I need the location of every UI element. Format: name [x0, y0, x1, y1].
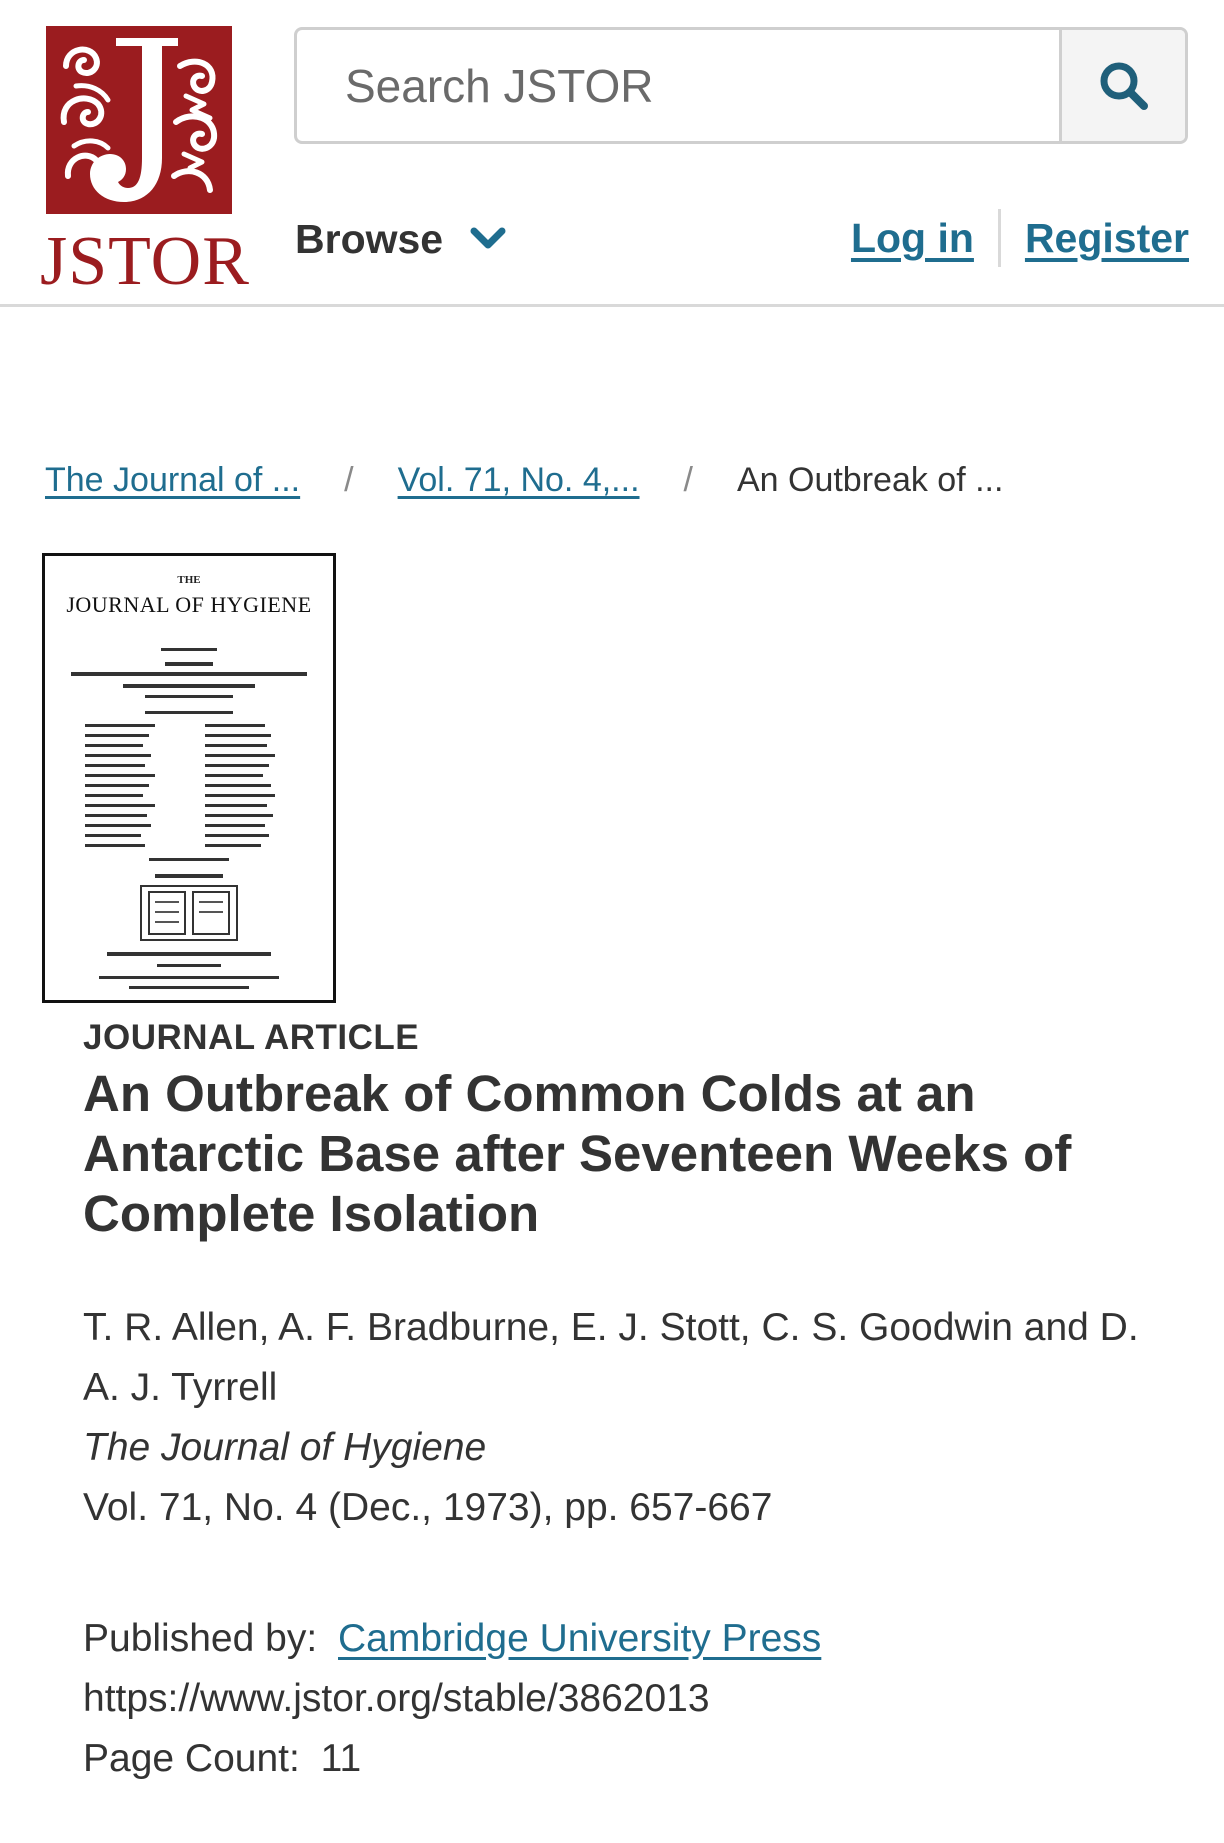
register-link[interactable]: Register — [1024, 214, 1189, 261]
cover-contents-illustration — [45, 556, 333, 1000]
cover-the-text: THE — [177, 574, 201, 586]
article-authors: T. R. Allen, A. F. Bradburne, E. J. Stott, C. S. Goodwin and D. A. J. Tyrrell — [83, 1306, 1139, 1409]
page-count-label: Page Count: — [83, 1737, 300, 1780]
search-input[interactable] — [297, 30, 1059, 141]
breadcrumb-journal-link[interactable]: The Journal of ... — [45, 460, 301, 499]
jstor-logo-emblem — [46, 26, 232, 214]
stable-url: https://www.jstor.org/stable/3862013 — [83, 1677, 710, 1720]
chevron-down-icon — [469, 226, 507, 252]
page-count-line — [83, 1729, 361, 1789]
login-link[interactable]: Log in — [850, 214, 974, 261]
journal-cover-image — [42, 553, 336, 1003]
site-header — [0, 0, 1224, 307]
search-bar — [294, 27, 1188, 144]
browse-menu-button[interactable] — [295, 212, 507, 266]
breadcrumb-current-article: An Outbreak of ... — [736, 460, 1004, 499]
publisher-link[interactable]: Cambridge University Press — [338, 1617, 822, 1660]
browse-label: Browse — [295, 215, 444, 262]
search-button[interactable] — [1059, 30, 1185, 141]
jstor-logo-text: JSTOR — [40, 223, 250, 300]
breadcrumb-separator: / — [683, 460, 693, 499]
cover-title-text: JOURNAL OF HYGIENE — [66, 592, 312, 617]
search-icon — [1098, 60, 1150, 112]
journal-name: The Journal of Hygiene — [83, 1426, 487, 1469]
auth-divider — [998, 209, 1001, 267]
issue-info: Vol. 71, No. 4 (Dec., 1973), pp. 657-667 — [83, 1486, 773, 1529]
article-title: An Outbreak of Common Colds at an Antarctic Base after Seventeen Weeks of Complete Isolation — [83, 1065, 1072, 1242]
content-type-label: JOURNAL ARTICLE — [83, 1018, 420, 1057]
publisher-label: Published by: — [83, 1617, 318, 1660]
page-count-value: 11 — [320, 1737, 362, 1780]
breadcrumb-separator: / — [344, 460, 354, 499]
jstor-logo[interactable] — [40, 26, 250, 300]
breadcrumb — [45, 458, 1003, 502]
breadcrumb-issue-link[interactable]: Vol. 71, No. 4,... — [397, 460, 640, 499]
auth-links — [851, 208, 1189, 268]
publisher-line — [83, 1609, 821, 1669]
